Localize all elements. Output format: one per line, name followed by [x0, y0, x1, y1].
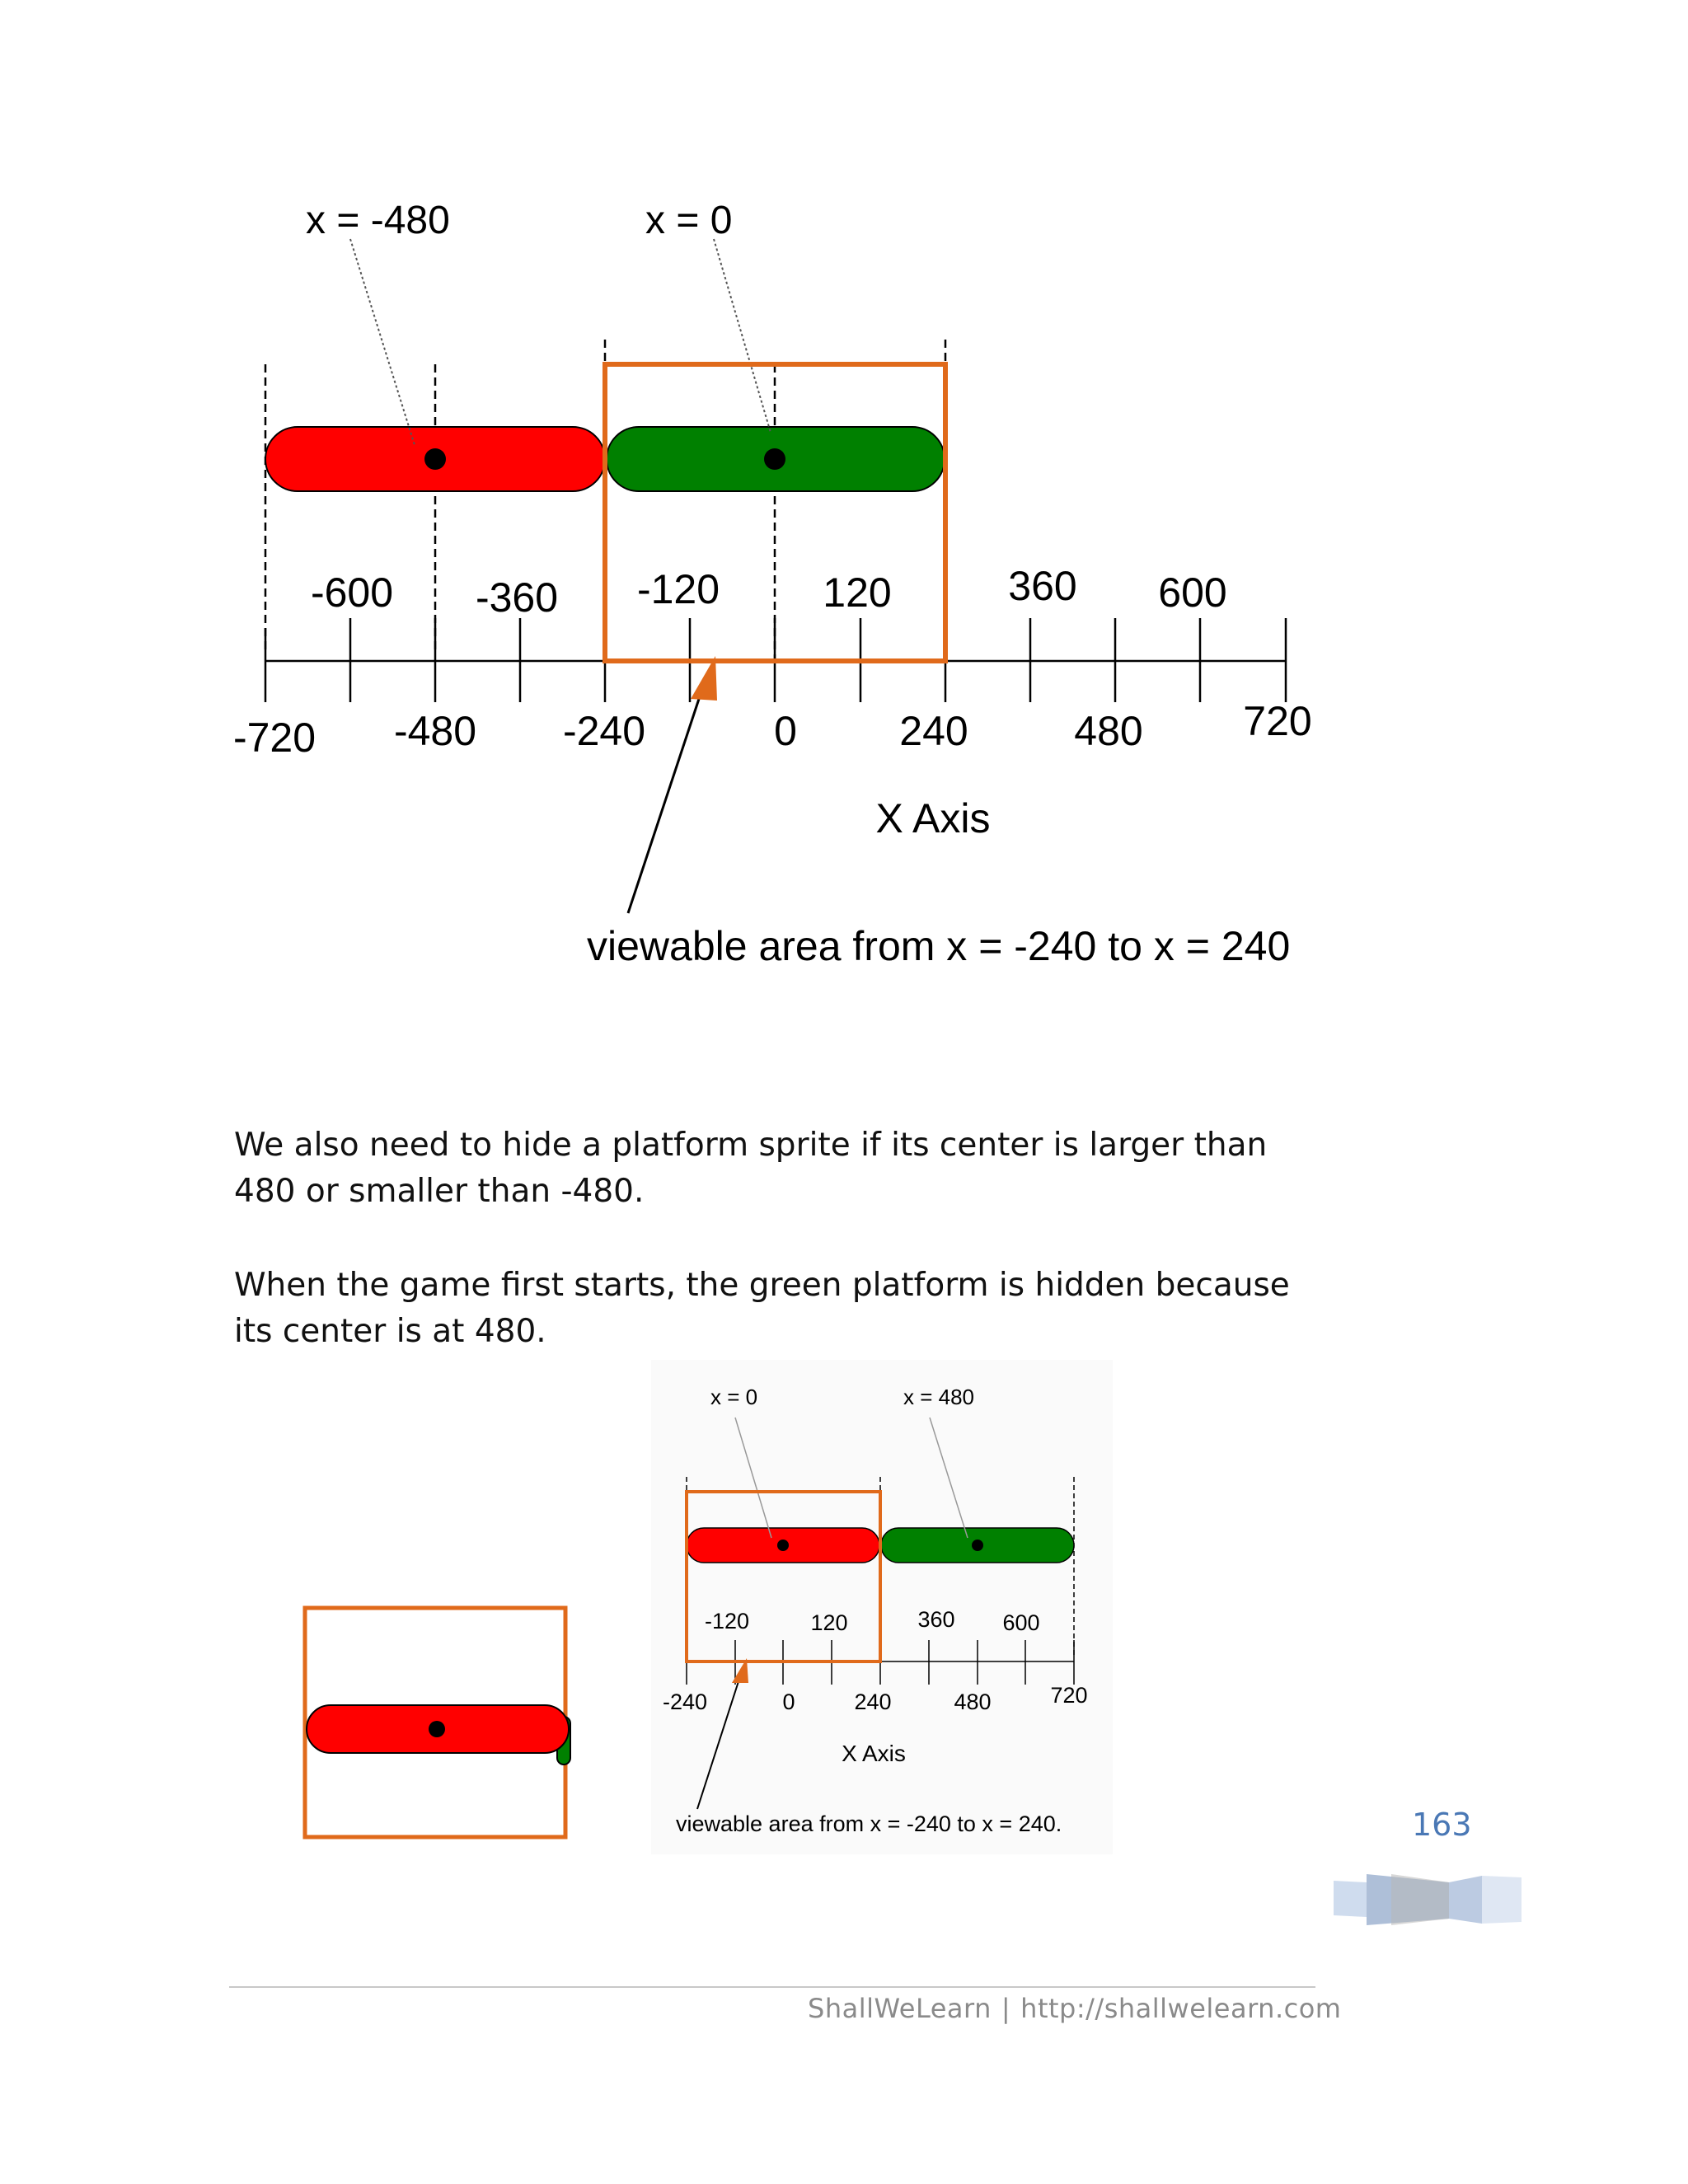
tick-label: 720 [1243, 698, 1312, 744]
tick-label: 360 [1008, 563, 1077, 609]
callout-right-label: x = 480 [903, 1385, 975, 1409]
tick-label: 360 [917, 1607, 955, 1632]
tick-label: -240 [662, 1690, 708, 1714]
viewable-caption: viewable area from x = -240 to x = 240. [676, 1811, 1062, 1836]
tick-label: 480 [954, 1690, 992, 1714]
viewable-caption: viewable area from x = -240 to x = 240 [587, 923, 1291, 969]
tick-label: -480 [393, 708, 477, 754]
footer-site-name: ShallWeLearn [808, 1993, 992, 2024]
page-footer [808, 1993, 1341, 2024]
page-number: 163 [1412, 1807, 1472, 1843]
footer-url[interactable]: http://shallwelearn.com [1020, 1993, 1342, 2024]
x-axis-label: X Axis [875, 795, 991, 841]
red-platform-center-dot [777, 1540, 789, 1551]
lower-tick-labels [233, 698, 1312, 761]
tick-label: 0 [782, 1690, 795, 1714]
tick-label: 720 [1050, 1683, 1088, 1708]
callout-leader-center [714, 239, 771, 433]
tick-label: -240 [562, 708, 646, 754]
green-platform-center-dot [972, 1540, 983, 1551]
page-corner-ornament [1334, 1871, 1523, 1929]
paragraph-hide-platform: We also need to hide a platform sprite if its center is larger than 480 or smaller than -480. [234, 1127, 1268, 1210]
tick-label: 120 [823, 569, 892, 616]
callout-left-label: x = -480 [306, 199, 450, 242]
tick-label: 480 [1074, 708, 1143, 754]
green-platform-center-dot [764, 448, 785, 470]
callout-center-label: x = 0 [645, 199, 733, 242]
upper-tick-labels [311, 563, 1227, 621]
tick-label: 120 [810, 1610, 848, 1635]
footer-divider [229, 1986, 1315, 1988]
tick-label: 600 [1158, 569, 1227, 616]
tick-label: 0 [774, 708, 797, 754]
callout-leader-left [350, 239, 415, 445]
tick-label: -600 [310, 569, 394, 616]
tick-label: 240 [899, 708, 968, 754]
tick-label: 240 [854, 1690, 892, 1714]
figure-viewport-diagram-1 [0, 0, 1688, 1005]
x-axis-label: X Axis [842, 1741, 906, 1766]
tick-label: -720 [232, 715, 316, 761]
tick-label: -360 [475, 574, 559, 621]
figure-viewport-diagram-2 [651, 1360, 1113, 1854]
tick-label: -120 [704, 1609, 750, 1633]
paragraph-game-start: When the game first starts, the green platform is hidden because its center is at 480. [234, 1267, 1290, 1350]
tick-label: 600 [1002, 1610, 1040, 1635]
stage-preview [297, 1603, 577, 1842]
callout-left-label: x = 0 [710, 1385, 758, 1409]
tick-label: -120 [636, 566, 720, 612]
red-platform-center-dot [429, 1721, 445, 1737]
footer-separator: | [1001, 1993, 1011, 2024]
red-platform-center-dot [424, 448, 446, 470]
